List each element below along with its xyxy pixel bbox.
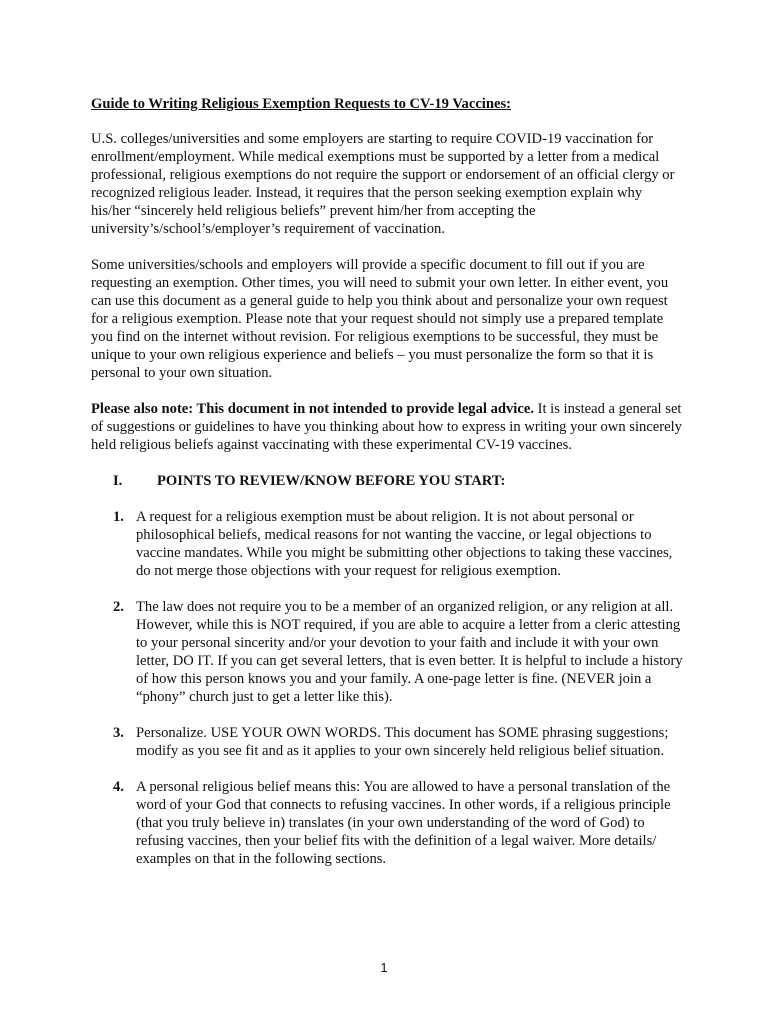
legal-note-paragraph [91,400,683,454]
list-item-text: Personalize. USE YOUR OWN WORDS. This document has SOME phrasing suggestions; modify as you see fit and as it applies to your own sincerely held religious belief situation. [136,725,669,759]
list-item-text: A personal religious belief means this: You are allowed to have a personal translation of the word of your God that connects to refusing vaccines. In other words, if a religious principle (that you truly believe in) translates (in your own understanding of the word of God) to refusing vaccines, then your belief fits with the definition of a legal waiver. More details/ examples on that in the following sections. [136,779,671,867]
document-title: Guide to Writing Religious Exemption Requests to CV-19 Vaccines: [91,96,511,112]
list-item [91,598,683,706]
list-item-text: A request for a religious exemption must be about religion. It is not about personal or philosophical beliefs, medical reasons for not wanting the vaccine, or legal objections to vaccine mandates. While you might be submitting other objections to taking these vaccines, do not merge those objections with your request for religious exemption. [136,509,673,579]
list-item [91,508,683,580]
points-list [91,508,683,868]
list-item [91,778,683,868]
document-body [91,95,683,886]
section-title: POINTS TO REVIEW/KNOW BEFORE YOU START: [157,473,506,489]
list-item-number: 1. [113,509,124,525]
page-number: 1 [380,960,388,975]
list-item-number: 3. [113,725,124,741]
list-item-text: The law does not require you to be a member of an organized religion, or any religion at all. However, while this is NOT required, if you are able to acquire a letter from a cleric attesting to your personal sincerity and/or your devotion to your faith and include it with your own letter, DO IT. If you can get several letters, that is even better. It is helpful to include a history of how this person knows you and your family. A one-page letter is fine. (NEVER join a “phony” church just to get a letter like this). [136,599,683,705]
list-item-number: 4. [113,779,124,795]
legal-note-bold: Please also note: This document in not intended to provide legal advice. [91,401,534,417]
intro-paragraph-1: U.S. colleges/universities and some employers are starting to require COVID-19 vaccination for enrollment/employment. While medical exemptions must be supported by a letter from a medical professional, religious exemptions do not require the support or endorsement of an official clergy or recognized religious leader. Instead, it requires that the person seeking exemption explain why his/her “sincerely held religious beliefs” prevent him/her from accepting the university’s/school’s/employer’s requirement of vaccination. [91,131,675,237]
section-heading [91,472,683,490]
section-numeral: I. [113,473,123,489]
legal-note-text: It is instead a general set of suggestions or guidelines to have you thinking about how to express in writing your own sincerely held religious beliefs against vaccinating with these experimental CV-19 vaccines. [91,401,682,453]
list-item [91,724,683,760]
list-item-number: 2. [113,599,124,615]
intro-paragraph-2: Some universities/schools and employers will provide a specific document to fill out if you are requesting an exemption. Other times, you will need to submit your own letter. In either event, you can use this document as a general guide to help you think about and personalize your own request for a religious exemption. Please note that your request should not simply use a prepared template you find on the internet without revision. For religious exemptions to be successful, they must be unique to your own religious experience and beliefs – you must personalize the form so that it is personal to your own situation. [91,257,669,381]
